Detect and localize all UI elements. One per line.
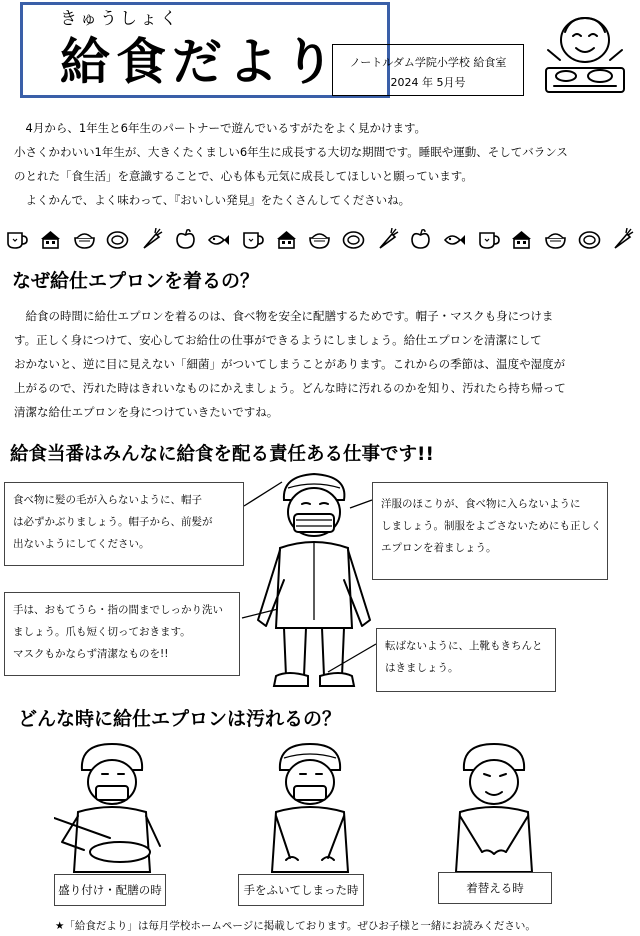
bubble-shoes-line-2: はきましょう。: [385, 662, 459, 674]
intro-line-3: のとれた「食生活」を意識することで、心も体も元気に成長してほしいと願っています。: [14, 169, 473, 183]
house-icon: [275, 228, 298, 250]
bubble-hands-line-3: マスクもかならず清潔なものを!!: [13, 648, 169, 660]
caption-changing: 着替える時: [438, 872, 552, 904]
fish-icon: [443, 228, 466, 250]
school-name: ノートルダム学院小学校 給食室: [349, 56, 507, 69]
plate-icon: [342, 228, 365, 250]
plate-icon: [106, 228, 129, 250]
section1-line-5: 清潔な給仕エプロンを身につけていきたいですね。: [14, 405, 279, 419]
plate-icon: [578, 228, 601, 250]
page-title: 給食だより: [60, 33, 340, 91]
cup-icon: [5, 228, 28, 250]
house-icon: [39, 228, 62, 250]
section1-line-4: 上がるので、汚れた時はきれいなものにかえましょう。どんな時に汚れるのかを知り、汚れたら持ち帰って: [14, 381, 566, 395]
bubble-hair-line-2: は必ずかぶりましょう。帽子から、前髪が: [13, 516, 213, 528]
title-ruby: きゅうしょく: [60, 9, 180, 29]
serving-student-illustration: [54, 742, 174, 874]
section1-line-1: 給食の時間に給仕エプロンを着るのは、食べ物を安全に配膳するためです。帽子・マスクも身につけま: [14, 309, 554, 323]
bubble-hair-line-3: 出ないようにしてください。: [13, 538, 150, 550]
rice-bowl-icon: [73, 228, 96, 250]
section1-line-2: す。正しく身につけて、安心してお給仕の仕事ができるようにしましょう。給仕エプロンを清潔にして: [14, 333, 542, 347]
bubble-clothes-dust: [372, 482, 608, 580]
house-icon: [510, 228, 533, 250]
bubble-shoes-line-1: 転ばないように、上靴もきちんと: [385, 640, 543, 652]
section1-line-3: おかないと、逆に目に見えない「細菌」がついてしまうことがあります。これからの季節は、温度や湿度が: [14, 357, 566, 371]
rice-bowl-icon: [308, 228, 331, 250]
cup-icon: [241, 228, 264, 250]
section3-heading: どんな時に給仕エプロンは汚れるの？: [18, 708, 342, 730]
food-icon-row: [0, 226, 640, 252]
bubble-hands-line-1: 手は、おもてうら・指の間までしっかり洗い: [13, 604, 223, 616]
bubble-dust-line-3: エプロンを着ましょう。: [381, 542, 497, 554]
bubble-hands-line-2: ましょう。爪も短く切っておきます。: [13, 626, 191, 638]
caption-wiping-hands: 手をふいてしまった時: [238, 874, 364, 906]
footer-note: ★「給食だより」は毎月学校ホームページに掲載しております。ぜひお子様と一緒にお読みください。: [55, 920, 536, 932]
bubble-hand-washing: [4, 592, 240, 676]
changing-clothes-student-illustration: [442, 742, 552, 874]
intro-line-2: 小さくかわいい1年生が、大きくたくましい6年生に成長する大切な期間です。睡眠や運動、そしてバランス: [14, 145, 568, 159]
bubble-hair-cap: [4, 482, 244, 566]
rice-bowl-icon: [544, 228, 567, 250]
caption-serving: 盛り付け・配膳の時: [54, 874, 166, 906]
intro-line-4: よくかんで、よく味わって、『おいしい発見』をたくさんしてくださいね。: [14, 193, 411, 207]
apple-icon: [409, 228, 432, 250]
bubble-hair-line-1: 食べ物に髪の毛が入らないように、帽子: [13, 494, 202, 506]
apple-icon: [174, 228, 197, 250]
school-info-box: [332, 44, 524, 96]
carrot-icon: [611, 228, 634, 250]
wiping-hands-student-illustration: [256, 742, 366, 874]
carrot-icon: [376, 228, 399, 250]
issue-label: 2024 年 5月号: [390, 76, 466, 89]
section1-heading: なぜ給仕エプロンを着るの？: [12, 270, 260, 292]
bubble-dust-line-2: しましょう。制服をよごさないためにも正しく: [381, 520, 602, 532]
cup-icon: [477, 228, 500, 250]
bubble-dust-line-1: 洋服のほこりが、食べ物に入らないように: [381, 498, 581, 510]
carrot-icon: [140, 228, 163, 250]
mascot-eating-icon: [540, 10, 630, 98]
bubble-indoor-shoes: [376, 628, 556, 692]
intro-line-1: 4月から、1年生と6年生のパートナーで遊んでいるすがたをよく見かけます。: [14, 121, 427, 135]
fish-icon: [207, 228, 230, 250]
section2-heading: 給食当番はみんなに給食を配る責任ある仕事です!!: [10, 444, 434, 465]
